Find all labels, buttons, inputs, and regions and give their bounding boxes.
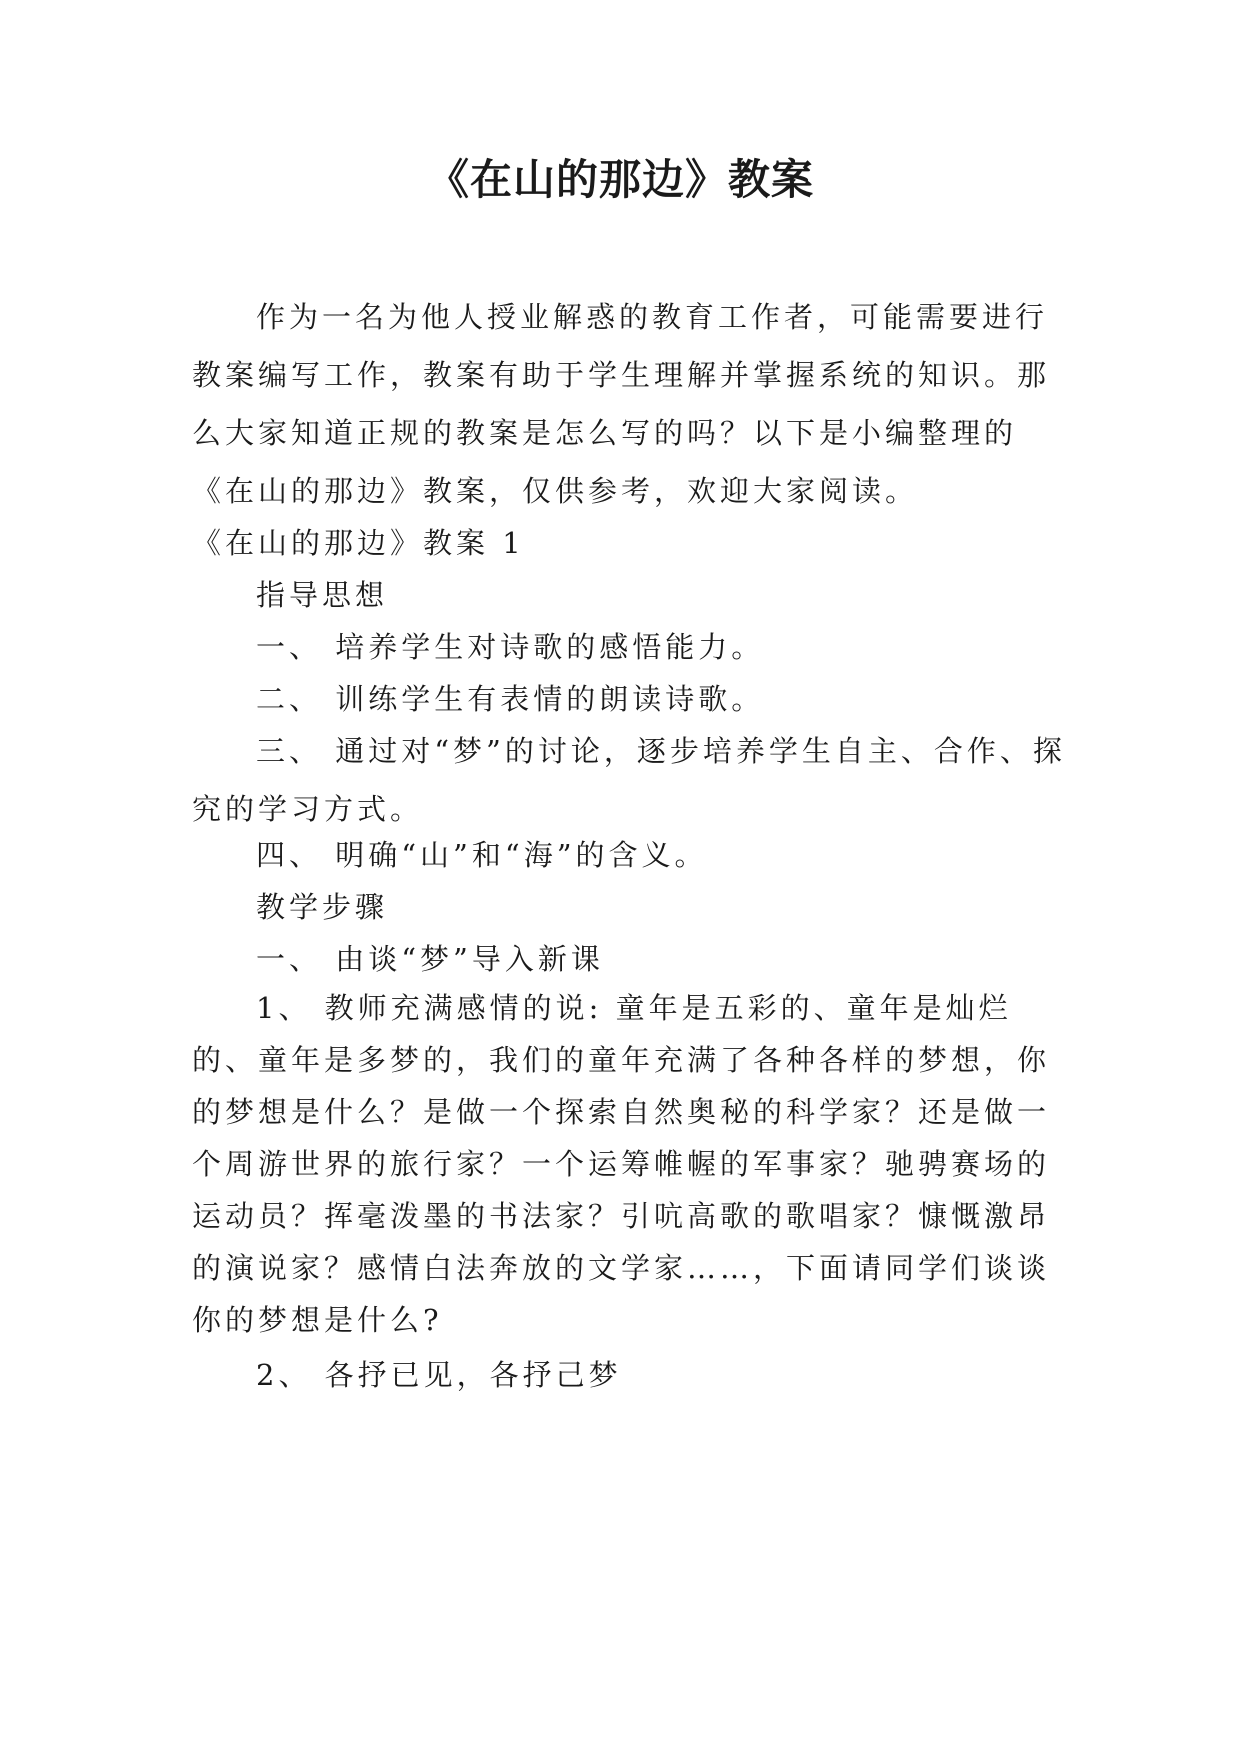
guiding-point-1: 一、 培养学生对诗歌的感悟能力。 xyxy=(256,630,765,664)
guiding-point-3: 三、 通过对“梦”的讨论，逐步培养学生自主、合作、探究的学习方式。 xyxy=(192,734,1066,826)
step-one: 一、 由谈“梦”导入新课 xyxy=(256,942,604,976)
guiding-point-2: 二、 训练学生有表情的朗读诗歌。 xyxy=(256,682,765,716)
intro-paragraph: 作为一名为他人授业解惑的教育工作者，可能需要进行教案编写工作，教案有助于学生理解并掌握系统的知识。那么大家知道正规的教案是怎么写的吗？以下是小编整理的《在山的那边》教案，仅供参考，欢迎大家阅读。 xyxy=(192,300,1051,508)
section-title: 《在山的那边》教案 1 xyxy=(192,526,525,560)
guiding-point-4: 四、 明确“山”和“海”的含义。 xyxy=(256,838,708,872)
step-item-1: 1、 教师充满感情的说: 童年是五彩的、童年是灿烂的、童年是多梦的，我们的童年充满了各种各样的梦想，你的梦想是什么？是做一个探索自然奥秘的科学家？还是做一个周游世界的旅行家？一个运筹帷幄的军事家？驰骋赛场的运动员？挥毫泼墨的书法家？引吭高歌的歌唱家？慷慨激昂的演说家？感情白法奔放的文学家……，下面请同学们谈谈你的梦想是什么? xyxy=(192,991,1051,1337)
document-title: 《在山的那边》教案 xyxy=(426,155,814,204)
step-item-2: 2、 各抒已见，各抒己梦 xyxy=(256,1358,622,1392)
steps-heading: 教学步骤 xyxy=(256,890,389,924)
guiding-heading: 指导思想 xyxy=(256,578,389,612)
